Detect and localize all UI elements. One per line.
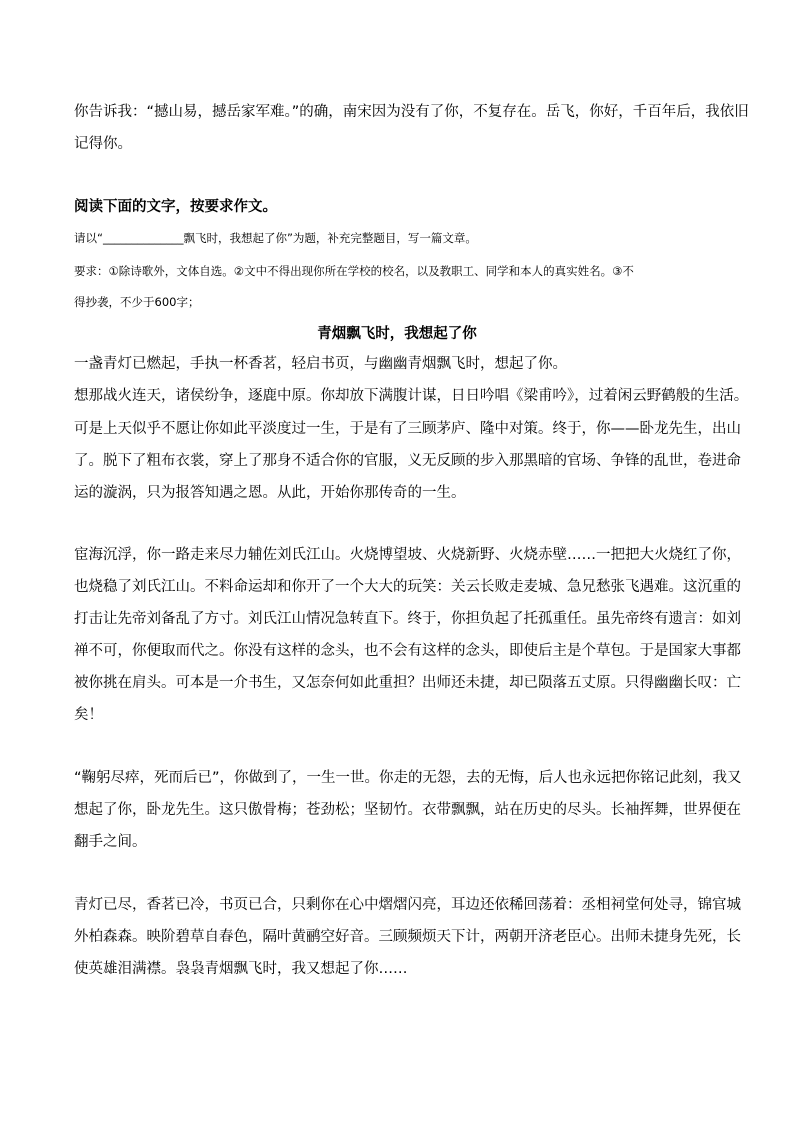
prompt-after-blank: 飘飞时，我想起了你”为题，补充完整题目，写一篇文章。: [183, 231, 477, 245]
essay-p2-line-4: 运的漩涡，只为报答知遇之恩。从此，开始你那传奇的一生。: [74, 485, 466, 501]
essay-p4-line-2: 想起了你，卧龙先生。这只傲骨梅；苍劲松；坚韧竹。衣带飘飘，站在历史的尽头。长袖挥舞，世界便在: [74, 802, 741, 818]
essay-p3-line-2: 也烧稳了刘氏江山。不料命运却和你开了一个大大的玩笑：关云长败走麦城、急兄愁张飞遇难。这沉重的: [74, 579, 741, 595]
essay-p3-line-6: 矣！: [74, 707, 103, 723]
essay-p4-line-3: 翻手之间。: [74, 834, 147, 850]
essay-p3-line-5: 被你挑在肩头。可本是一介书生，又怎奈何如此重担？出师还未捷，却已陨落五丈原。只得幽幽长叹：亡: [74, 675, 741, 691]
essay-p2-line-3: 了。脱下了粗布衣裳，穿上了那身不适合你的官服，义无反顾的步入那黑暗的官场、争锋的乱世，卷进命: [74, 453, 741, 469]
essay-p3-line-1: 宦海沉浮，你一路走来尽力辅佐刘氏江山。火烧博望坡、火烧新野、火烧赤壁……一把把大火烧红了你，: [74, 547, 741, 563]
essay-p2-line-1: 想那战火连天，诸侯纷争，逐鹿中原。你却放下满腹计谋，日日吟唱《梁甫吟》，过着闲云野鹤般的生活。: [74, 388, 749, 404]
essay-p5-line-2: 外柏森森。映阶碧草自春色，隔叶黄鹂空好音。三顾频烦天下计，两朝开济老臣心。出师未捷身先死，长: [74, 929, 741, 945]
essay-p3-line-3: 打击让先帝刘备乱了方寸。刘氏江山情况急转直下。终于，你担负起了托孤重任。虽先帝终有遗言：如刘: [74, 611, 741, 627]
essay-p5-line-3: 使英雄泪满襟。袅袅青烟飘飞时，我又想起了你……: [74, 961, 408, 977]
prompt-blank: ______________: [102, 231, 184, 245]
essay-title: 青烟飘飞时，我想起了你: [317, 326, 477, 342]
task-heading: 阅读下面的文字，按要求作文。: [74, 199, 277, 215]
essay-p2-line-2: 可是上天似乎不愿让你如此平淡度过一生，于是有了三顾茅庐、隆中对策。终于，你——卧龙先生，出山: [74, 421, 741, 437]
requirement-line-1: 要求：①除诗歌外，文体自选。②文中不得出现你所在学校的校名，以及教职工、同学和本人的真实姓名。③不: [74, 264, 634, 278]
prev-passage-line-1: 你告诉我：“撼山易，撼岳家军难。”的确，南宋因为没有了你，不复存在。岳飞，你好，千百年后，我依旧: [74, 104, 749, 120]
essay-p5-line-1: 青灯已尽，香茗已冷，书页已合，只剩你在心中熠熠闪亮，耳边还依稀回荡着：丞相祠堂何处寻，锦官城: [74, 897, 741, 913]
essay-p1-line-1: 一盏青灯已燃起，手执一杯香茗，轻启书页，与幽幽青烟飘飞时，想起了你。: [74, 356, 567, 372]
essay-p4-line-1: “鞠躬尽瘁，死而后已”，你做到了，一生一世。你走的无怨，去的无悔，后人也永远把你铭记此刻，我又: [74, 770, 742, 786]
prompt-before-blank: 请以“: [74, 231, 103, 245]
requirement-line-2: 得抄袭，不少于600字；: [74, 295, 200, 309]
task-prompt: [74, 230, 477, 246]
essay-p3-line-4: 禅不可，你便取而代之。你没有这样的念头，也不会有这样的念头，即使后主是个草包。于是国家大事都: [74, 643, 741, 659]
prev-passage-line-2: 记得你。: [74, 136, 132, 152]
